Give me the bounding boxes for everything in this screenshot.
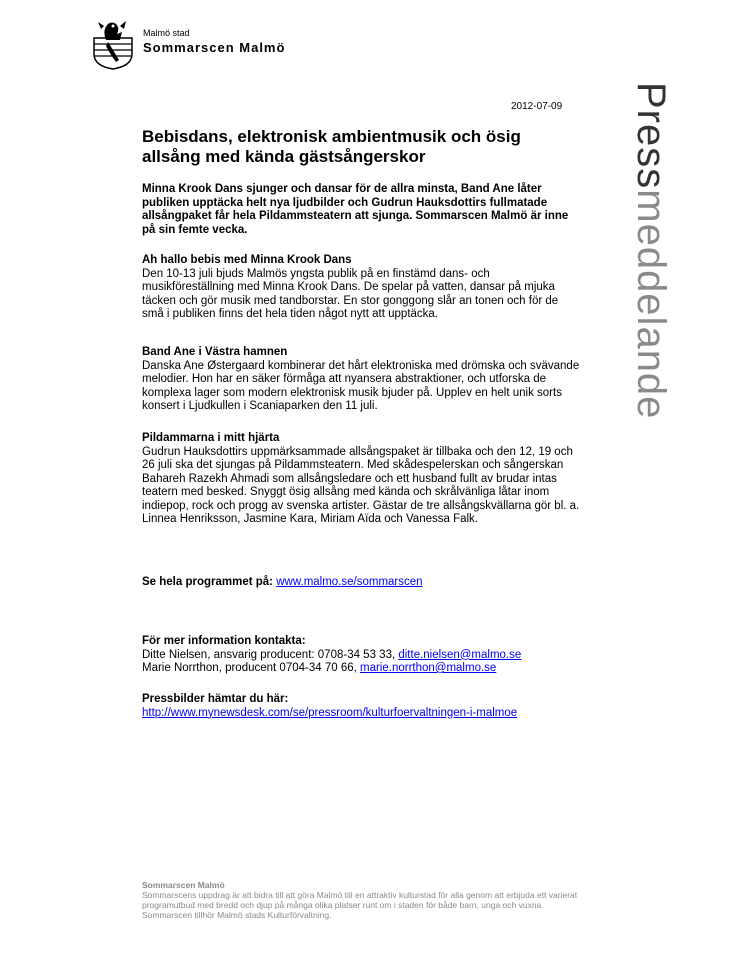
contact-line-1 xyxy=(142,649,582,663)
press-label-dark: Press xyxy=(629,82,673,190)
release-date: 2012-07-09 xyxy=(511,101,563,112)
section-heading: Pildammarna i mitt hjärta xyxy=(142,432,280,444)
contact-1-email-link[interactable]: ditte.nielsen@malmo.se xyxy=(398,648,522,661)
press-label-light: meddelande xyxy=(629,189,673,420)
program-label: Se hela programmet på: xyxy=(142,576,277,588)
press-images-heading: Pressbilder hämtar du här: xyxy=(142,693,289,705)
program-link[interactable]: www.malmo.se/sommarscen xyxy=(276,576,423,588)
section-body: Den 10-13 juli bjuds Malmös yngsta publik på en finstämd dans- och musikföreställning med Minna Krook Dans. De spelar på vatten, dansar på mjuka täcken och gör musik med tandborstar. En stor gonggong slår an tonen och för de små i publiken finns det hela tiden något nytt att upptäcka. xyxy=(142,267,559,320)
contact-2-email-link[interactable]: marie.norrthon@malmo.se xyxy=(360,662,497,674)
footer-text: Sommarscens uppdrag är att bidra till att göra Malmö till en attraktiv kulturstad för alla genom att erbjuda ett varierat programutbud med bredd och djup på många olika platser runt om i staden för både barn, unga och vuxna. Sommarscen tillhör Malmö stads Kulturförvaltning. xyxy=(142,890,578,920)
press-images-link[interactable]: http://www.mynewsdesk.com/se/pressroom/kulturfoervaltningen-i-malmoe xyxy=(142,706,518,719)
section-heading: Ah hallo bebis med Minna Krook Dans xyxy=(142,254,352,266)
section-pildammarna xyxy=(142,432,582,527)
program-line xyxy=(142,576,582,590)
footer xyxy=(142,880,582,920)
contact-heading: För mer information kontakta: xyxy=(142,635,306,647)
section-body: Danska Ane Østergaard kombinerar det hårt elektroniska med drömska och svävande melodier. Hon har en säker förmåga att nyansera abstraktioner, och utforska de komplexa lager som modern elektronisk musik bjuder på. Upplev en helt unik sorts konsert i Ljudkullen i Scaniaparken den 11 juli. xyxy=(142,359,580,412)
press-images-block xyxy=(142,693,582,720)
contact-line-2 xyxy=(142,662,582,676)
contact-2-text: Marie Norrthon, producent 0704-34 70 66, xyxy=(142,662,360,674)
section-heading: Band Ane i Västra hamnen xyxy=(142,346,288,358)
section-body: Gudrun Hauksdottirs uppmärksammade allsångspaket är tillbaka och den 12, 19 och 26 juli ska det sjungas på Pildammsteatern. Med skådespelerskan och sångerskan Bahareh Razekh Ahmadi som allsångsledare och ett husband fullt av brudar intas teatern med besked. Snyggt ösig allsång med kända och skrålvänliga låtar inom indiepop, rock och progg av svenska artister. Gästar de tre allsångskvällarna gör bl. a. Linnea Henriksson, Jasmine Kara, Miriam Aïda och Vanessa Falk. xyxy=(142,445,580,525)
footer-heading: Sommarscen Malmö xyxy=(142,880,225,890)
malmo-griffin-crest-icon xyxy=(92,20,134,70)
lead-paragraph: Minna Krook Dans sjunger och dansar för de allra minsta, Band Ane låter publiken upptäcka helt nya ljudbilder och Gudrun Hauksdottirs fullmatade allsångpaket får hela Pildammsteatern att sjunga. Sommarscen Malmö är inne på sin femte vecka. xyxy=(142,183,569,236)
contact-1-text: Ditte Nielsen, ansvarig producent: 0708-34 53 33, xyxy=(142,648,399,661)
org-name: Sommarscen Malmö xyxy=(143,40,286,55)
section-band-ane xyxy=(142,346,582,414)
org-small-label: Malmö stad xyxy=(143,28,190,38)
section-minna-krook xyxy=(142,254,582,322)
contact-block xyxy=(142,635,582,676)
headline: Bebisdans, elektronisk ambientmusik och ösig allsång med kända gästsångerskor xyxy=(142,127,521,166)
press-release-label xyxy=(629,82,673,419)
